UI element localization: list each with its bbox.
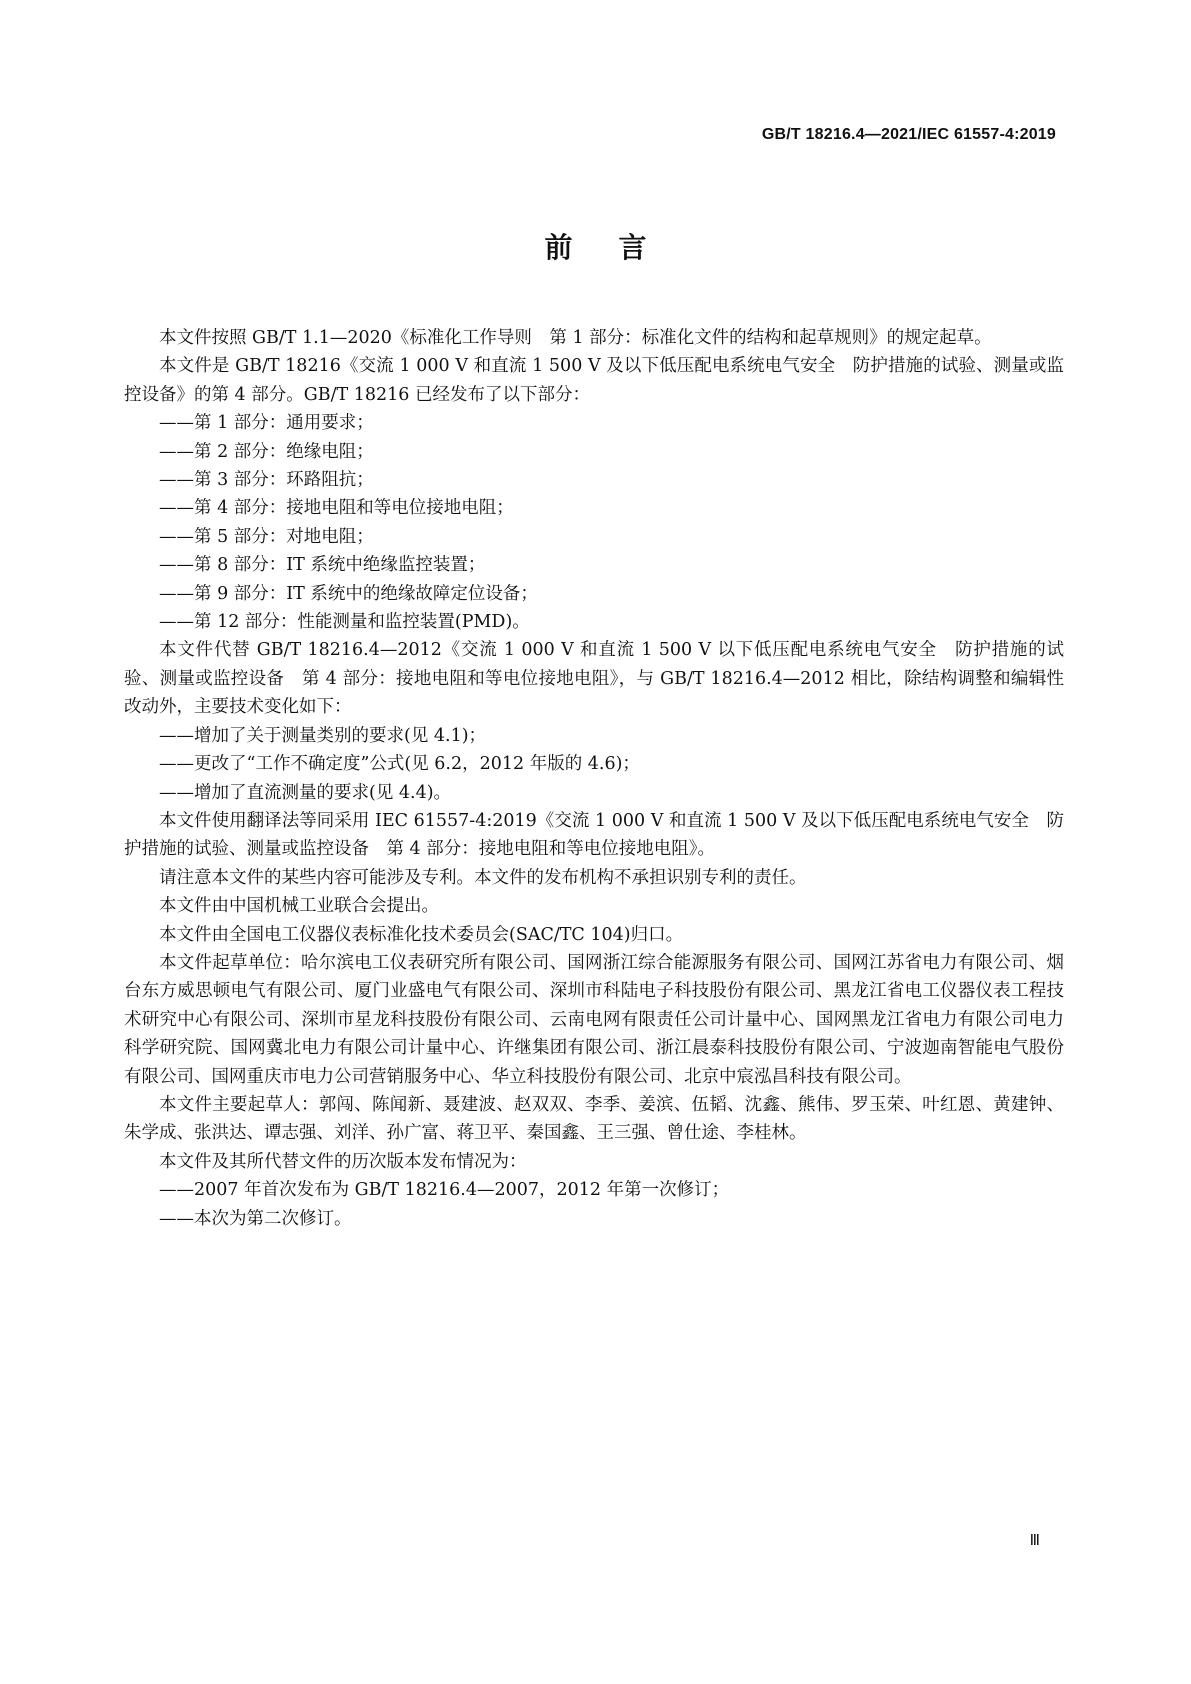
list-item: ——第 9 部分：IT 系统中的绝缘故障定位设备；: [159, 583, 538, 604]
list-item: ——第 5 部分：对地电阻；: [159, 526, 374, 547]
page-number: Ⅲ: [1029, 1532, 1041, 1549]
list-item: ——第 2 部分：绝缘电阻；: [159, 441, 374, 462]
paragraph: 本文件按照 GB/T 1.1—2020《标准化工作导则 第 1 部分：标准化文件的结构和起草规则》的规定起草。: [159, 328, 992, 348]
list-item: ——本次为第二次修订。: [159, 1208, 352, 1229]
list-item: ——第 3 部分：环路阻抗；: [159, 470, 374, 491]
paragraph: 本文件主要起草人：郭闯、陈闻新、聂建波、赵双双、李季、姜滨、伍韬、沈鑫、熊伟、罗玉荣、叶红恩、黄建钟、朱学成、张洪达、谭志强、刘洋、孙广富、蒋卫平、秦国鑫、王三强、曾仕途、李桂林。: [124, 1094, 1064, 1144]
list-item: ——增加了直流测量的要求(见 4.4)。: [159, 782, 452, 803]
standard-code: GB/T 18216.4—2021/IEC 61557-4:2019: [761, 126, 1056, 143]
list-item: ——增加了关于测量类别的要求(见 4.1)；: [159, 725, 487, 746]
list-item: ——第 4 部分：接地电阻和等电位接地电阻；: [159, 498, 514, 519]
page-title: 前言: [544, 231, 693, 264]
paragraph: 本文件是 GB/T 18216《交流 1 000 V 和直流 1 500 V 及以下低压配电系统电气安全 防护措施的试验、测量或监控设备》的第 4 部分。GB/T 18216 已经发布了以下部分：: [124, 356, 1064, 405]
paragraph: 本文件及其所代替文件的历次版本发布情况为：: [159, 1151, 527, 1172]
paragraph: 本文件代替 GB/T 18216.4—2012《交流 1 000 V 和直流 1 500 V 以下低压配电系统电气安全 防护措施的试验、测量或监控设备 第 4 部分：接地电阻和等电位接地电阻》，与 GB/T 18216.4—2012 相比，除结构调整和编辑性改动外，主要技术变化如下：: [124, 640, 1064, 718]
list-item: ——2007 年首次发布为 GB/T 18216.4—2007，2012 年第一次修订；: [159, 1180, 730, 1201]
paragraph: 本文件由全国电工仪器仪表标准化技术委员会(SAC/TC 104)归口。: [159, 924, 684, 945]
document-body: [124, 324, 1064, 1233]
paragraph: 请注意本文件的某些内容可能涉及专利。本文件的发布机构不承担识别专利的责任。: [159, 867, 807, 888]
list-item: ——更改了“工作不确定度”公式(见 6.2，2012 年版的 4.6)；: [159, 754, 640, 775]
list-item: ——第 12 部分：性能测量和监控装置(PMD)。: [159, 612, 530, 633]
list-item: ——第 8 部分：IT 系统中绝缘监控装置；: [159, 555, 486, 576]
list-item: ——第 1 部分：通用要求；: [159, 413, 374, 434]
paragraph: 本文件使用翻译法等同采用 IEC 61557-4:2019《交流 1 000 V 和直流 1 500 V 及以下低压配电系统电气安全 防护措施的试验、测量或监控设备 第 4 部分：接地电阻和等电位接地电阻》。: [124, 810, 1064, 860]
paragraph: 本文件由中国机械工业联合会提出。: [159, 896, 439, 917]
paragraph: 本文件起草单位：哈尔滨电工仪表研究所有限公司、国网浙江综合能源服务有限公司、国网江苏省电力有限公司、烟台东方威思顿电气有限公司、厦门业盛电气有限公司、深圳市科陆电子科技股份有限公司、黑龙江省电工仪器仪表工程技术研究中心有限公司、深圳市星龙科技股份有限公司、云南电网有限责任公司计量中心、国网黑龙江省电力有限公司电力科学研究院、国网冀北电力有限公司计量中心、许继集团有限公司、浙江晨泰科技股份有限公司、宁波迦南智能电气股份有限公司、国网重庆市电力公司营销服务中心、华立科技股份有限公司、北京中宸泓昌科技有限公司。: [124, 952, 1064, 1087]
